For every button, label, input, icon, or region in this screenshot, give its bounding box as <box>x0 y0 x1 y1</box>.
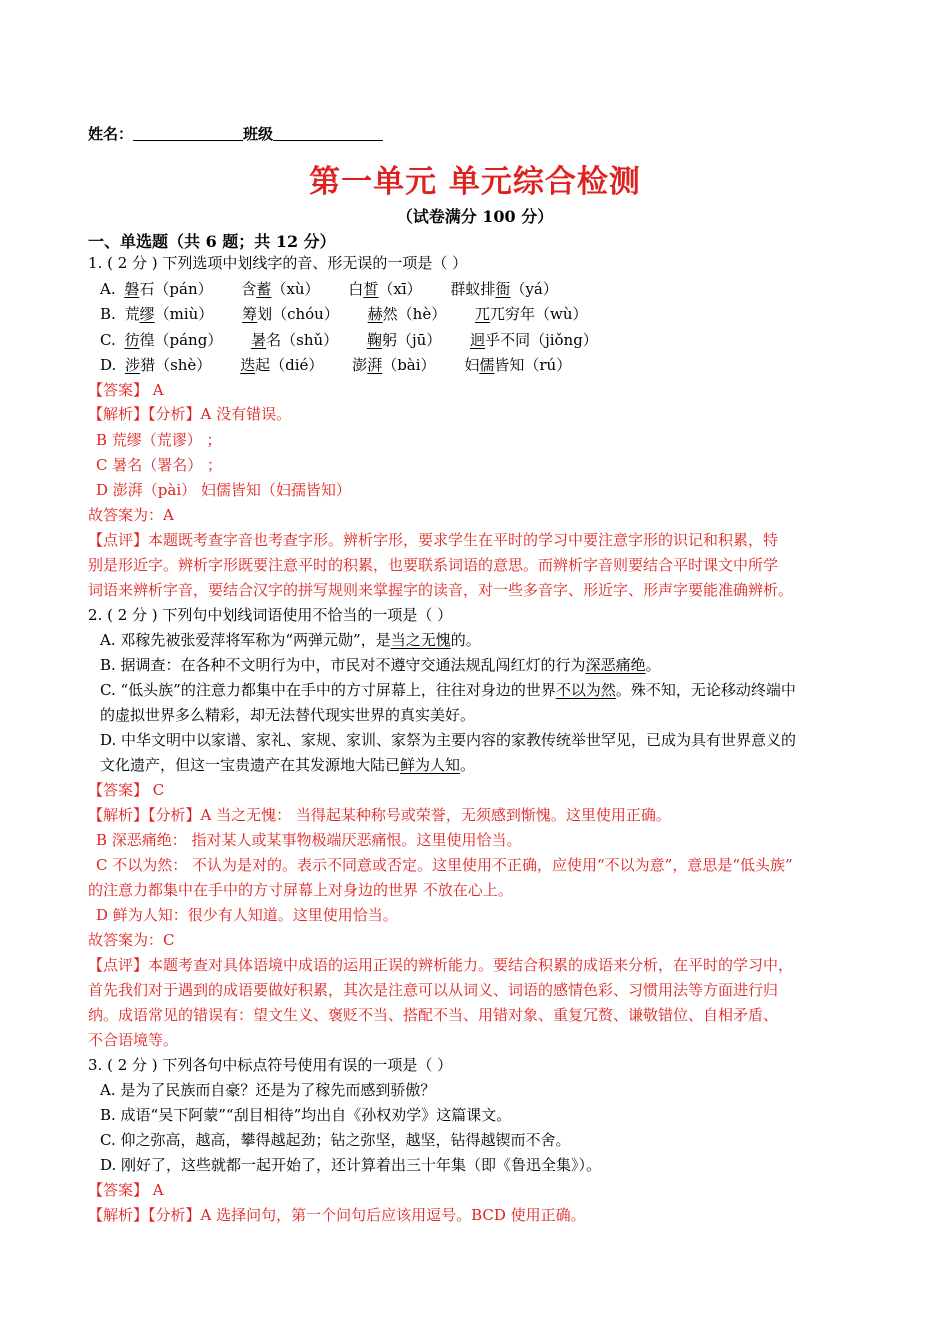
q1-comment-line: 词语来辨析字音，要结合汉字的拼写规则来掌握字的读音，对一些多音字、形近字、形声字要能准确辨析。 <box>88 581 794 599</box>
q1-comment-line: 【点评】本题既考查字音也考查字形。辨析字形，要求学生在平时的学习中要注意字形的识记和积累，特 <box>88 531 779 549</box>
q2-comment-line: 首先我们对于遇到的成语要做好积累，其次是注意可以从词义、词语的感情色彩、习惯用法等方面进行归 <box>88 981 779 999</box>
q1-c-item-4: 迥乎不同（jiǒng） <box>470 331 598 349</box>
q2-analysis-line: 【解析】【分析】A 当之无愧： 当得起某种称号或荣誉，无须感到惭愧。这里使用正确。 <box>88 806 671 824</box>
q2-analysis-line: B 深恶痛绝： 指对某人或某事物极端厌恶痛恨。这里使用恰当。 <box>96 831 522 849</box>
q1-analysis-line: D 澎湃（pài） 妇儒皆知（妇孺皆知） <box>96 481 351 499</box>
q1-d-item-2: 迭起（dié） <box>240 356 324 374</box>
q2-final-answer: 故答案为：C <box>88 931 175 949</box>
q1-d-item-1: 涉猎（shè） <box>125 356 212 374</box>
q2-comment-line: 【点评】本题考查对具体语境中成语的运用正误的辨析能力。要结合积累的成语来分析，在平时的学习中， <box>88 956 794 974</box>
q2-option-d[interactable]: D. 中华文明中以家谱、家礼、家规、家训、家祭为主要内容的家教传统举世罕见，已成为具有世界意义的 <box>100 731 797 749</box>
q2-stem: 2. ( 2 分 ) 下列句中划线词语使用不恰当的一项是（ ） <box>88 606 453 624</box>
q2-option-c-cont: 的虚拟世界多么精彩，却无法替代现实世界的真实美好。 <box>100 706 476 724</box>
section-heading: 一、单选题（共 6 题；共 12 分） <box>88 232 336 251</box>
q3-option-a[interactable]: A. 是为了民族而自豪？还是为了稼先而感到骄傲？ <box>100 1081 436 1099</box>
q2-comment-line: 不合语境等。 <box>88 1031 179 1049</box>
q1-b-item-1: 荒缪（miù） <box>124 305 214 323</box>
q1-analysis-line: 【解析】【分析】A 没有错误。 <box>88 405 292 423</box>
q1-a-item-1: 磐石（pán） <box>124 280 213 298</box>
q1-option-a[interactable]: A. 磐石（pán） 含蓄（xù） 白皙（xī） 群蚁排衙（yá） <box>100 280 558 298</box>
q1-d-item-4: 妇儒皆知（rú） <box>464 356 572 374</box>
q2-option-b[interactable]: B. 据调查：在各种不文明行为中，市民对不遵守交通法规乱闯红灯的行为深恶痛绝。 <box>100 656 661 674</box>
q1-c-item-2: 暑名（shǔ） <box>251 331 339 349</box>
q3-analysis-line: 【解析】【分析】A 选择问句，第一个问句后应该用逗号。BCD 使用正确。 <box>88 1206 586 1224</box>
q1-option-b[interactable]: B. 荒缪（miù） 筹划（chóu） 赫然（hè） 兀兀穷年（wù） <box>100 305 588 323</box>
q1-b-item-3: 赫然（hè） <box>367 305 447 323</box>
q3-answer: 【答案】 A <box>88 1181 164 1199</box>
q3-option-b[interactable]: B. 成语“吴下阿蒙”“刮目相待”均出自《孙权劝学》这篇课文。 <box>100 1106 512 1124</box>
q1-a-item-4: 群蚁排衙（yá） <box>450 280 558 298</box>
q1-c-item-1: 彷徨（páng） <box>124 331 223 349</box>
q1-a-item-2: 含蓄（xù） <box>241 280 320 298</box>
q1-option-c[interactable]: C. 彷徨（páng） 暑名（shǔ） 鞠躬（jū） 迥乎不同（jiǒng） <box>100 331 598 349</box>
q1-c-item-3: 鞠躬（jū） <box>366 331 442 349</box>
student-info-line <box>88 123 383 144</box>
q1-option-d[interactable]: D. 涉猎（shè） 迭起（dié） 澎湃（bài） 妇儒皆知（rú） <box>100 356 572 374</box>
q3-stem: 3. ( 2 分 ) 下列各句中标点符号使用有误的一项是（ ） <box>88 1056 453 1074</box>
q1-analysis-line: C 暑名（署名） ； <box>96 456 223 474</box>
q2-analysis-line: C 不以为然： 不认为是对的。表示不同意或否定。这里使用不正确，应使用“不以为意”，意思是“低头族” <box>96 856 793 874</box>
class-label: 班级 <box>243 125 274 143</box>
q1-b-item-2: 筹划（chóu） <box>242 305 339 323</box>
q1-b-item-4: 兀兀穷年（wù） <box>474 305 588 323</box>
page-subtitle: （试卷满分 100 分） <box>396 207 554 226</box>
q1-analysis-line: B 荒缪（荒谬） ； <box>96 431 222 449</box>
q1-comment-line: 别是形近字。辨析字形既要注意平时的积累，也要联系词语的意思。而辨析字音则要结合平时课文中所学 <box>88 556 779 574</box>
q1-final-answer: 故答案为：A <box>88 506 174 524</box>
q3-option-c[interactable]: C. 仰之弥高，越高，攀得越起劲；钻之弥坚，越坚，钻得越锲而不舍。 <box>100 1131 571 1149</box>
q1-a-item-3: 白皙（xī） <box>348 280 422 298</box>
q2-option-a[interactable]: A. 邓稼先被张爱萍将军称为“两弹元勋”，是当之无愧的。 <box>100 631 481 649</box>
q1-d-item-3: 澎湃（bài） <box>352 356 436 374</box>
class-blank[interactable] <box>273 126 383 141</box>
q2-comment-line: 纳。成语常见的错误有：望文生义、褒贬不当、搭配不当、用错对象、重复冗赘、谦敬错位、自相矛盾、 <box>88 1006 779 1024</box>
q1-answer: 【答案】 A <box>88 381 164 399</box>
q2-option-c[interactable]: C. “低头族”的注意力都集中在手中的方寸屏幕上，往往对身边的世界不以为然。殊不知，无论移动终端中 <box>100 681 796 699</box>
name-label: 姓名： <box>88 125 134 143</box>
q3-option-d[interactable]: D. 刚好了，这些就都一起开始了，还计算着出三十年集（即《鲁迅全集》）。 <box>100 1156 602 1174</box>
q2-analysis-line: 的注意力都集中在手中的方寸屏幕上对身边的世界 不放在心上。 <box>88 881 513 899</box>
name-blank[interactable] <box>133 126 243 141</box>
q1-stem: 1. ( 2 分 ) 下列选项中划线字的音、形无误的一项是（ ） <box>88 254 468 272</box>
q2-analysis-line: D 鲜为人知：很少有人知道。这里使用恰当。 <box>96 906 398 924</box>
q2-answer: 【答案】 C <box>88 781 165 799</box>
page-title: 第一单元 单元综合检测 <box>309 164 641 200</box>
q2-option-d-cont: 文化遗产，但这一宝贵遗产在其发源地大陆已鲜为人知。 <box>100 756 476 774</box>
